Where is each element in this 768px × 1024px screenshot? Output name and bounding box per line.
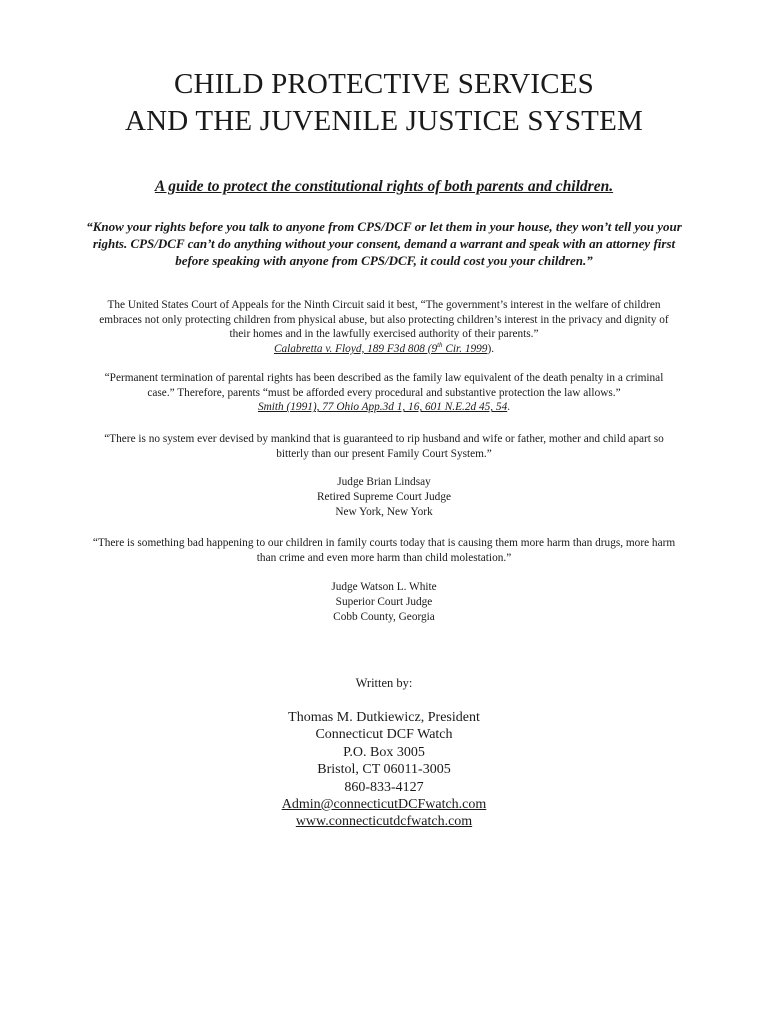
citation-tail: ). bbox=[487, 342, 495, 355]
author-email-link[interactable]: Admin@connecticutDCFwatch.com bbox=[281, 797, 487, 813]
author-website-link[interactable]: www.connecticutdcfwatch.com bbox=[295, 814, 473, 830]
termination-citation: Smith (1991), 77 Ohio App.3d 1, 16, 601 N.E.2d 45, 54 bbox=[257, 401, 508, 414]
lindsay-signature bbox=[0, 475, 768, 519]
white-place: Cobb County, Georgia bbox=[333, 610, 435, 623]
termination-text: “Permanent termination of parental rights has been described as the family law equivalent of the death penalty in a criminal case.” Therefore, parents “must be afforded every procedural and substantive protection the law allows.” bbox=[104, 372, 664, 399]
author-block bbox=[0, 709, 768, 831]
lindsay-place: New York, New York bbox=[335, 505, 433, 518]
white-signature bbox=[0, 580, 768, 624]
title-line-2: AND THE JUVENILE JUSTICE SYSTEM bbox=[125, 105, 643, 137]
lindsay-name: Judge Brian Lindsay bbox=[337, 476, 431, 488]
document-title bbox=[0, 66, 768, 140]
author-organization: Connecticut DCF Watch bbox=[315, 727, 453, 743]
author-name: Thomas M. Dutkiewicz, President bbox=[288, 710, 480, 725]
author-city: Bristol, CT 06011-3005 bbox=[317, 762, 451, 778]
citation-superscript: th bbox=[437, 341, 443, 350]
white-name: Judge Watson L. White bbox=[331, 581, 437, 593]
citation-end: Cir. 1999 bbox=[442, 342, 488, 355]
termination-citation-tail: . bbox=[507, 401, 511, 414]
document-subtitle: A guide to protect the constitutional rights of both parents and children. bbox=[154, 178, 614, 195]
title-line-1: CHILD PROTECTIVE SERVICES bbox=[174, 68, 594, 100]
ninth-circuit-citation bbox=[274, 343, 488, 355]
ninth-circuit-quote bbox=[90, 298, 678, 356]
written-by-label: Written by: bbox=[355, 676, 413, 690]
ninth-circuit-text: The United States Court of Appeals for the Ninth Circuit said it best, “The government’s interest in the welfare of children embraces not only protecting children from physical abuse, but also protecting children’s interest in the privacy and dignity of their homes and in the lawfully exercised authority of their parents.” bbox=[99, 299, 669, 341]
lindsay-quote: “There is no system ever devised by mankind that is guaranteed to rip husband and wife or father, mother and child apart so bitterly than our present Family Court System.” bbox=[104, 433, 664, 460]
lindsay-role: Retired Supreme Court Judge bbox=[317, 490, 451, 503]
author-phone: 860-833-4127 bbox=[344, 779, 424, 795]
white-role: Superior Court Judge bbox=[335, 595, 433, 608]
author-po-box: P.O. Box 3005 bbox=[343, 744, 425, 760]
rights-quote: “Know your rights before you talk to anyone from CPS/DCF or let them in your house, they won’t tell you your rights. CPS/DCF can’t do anything without your consent, demand a warrant and speak with an attorney first before speaking with anyone from CPS/DCF, it could cost you your children.” bbox=[86, 219, 682, 268]
citation-main: Calabretta v. Floyd, 189 F3d 808 (9 bbox=[273, 342, 438, 355]
white-quote: “There is something bad happening to our children in family courts today that is causing them more harm than drugs, more harm than crime and even more harm than child molestation.” bbox=[92, 537, 676, 564]
termination-quote bbox=[90, 371, 678, 415]
